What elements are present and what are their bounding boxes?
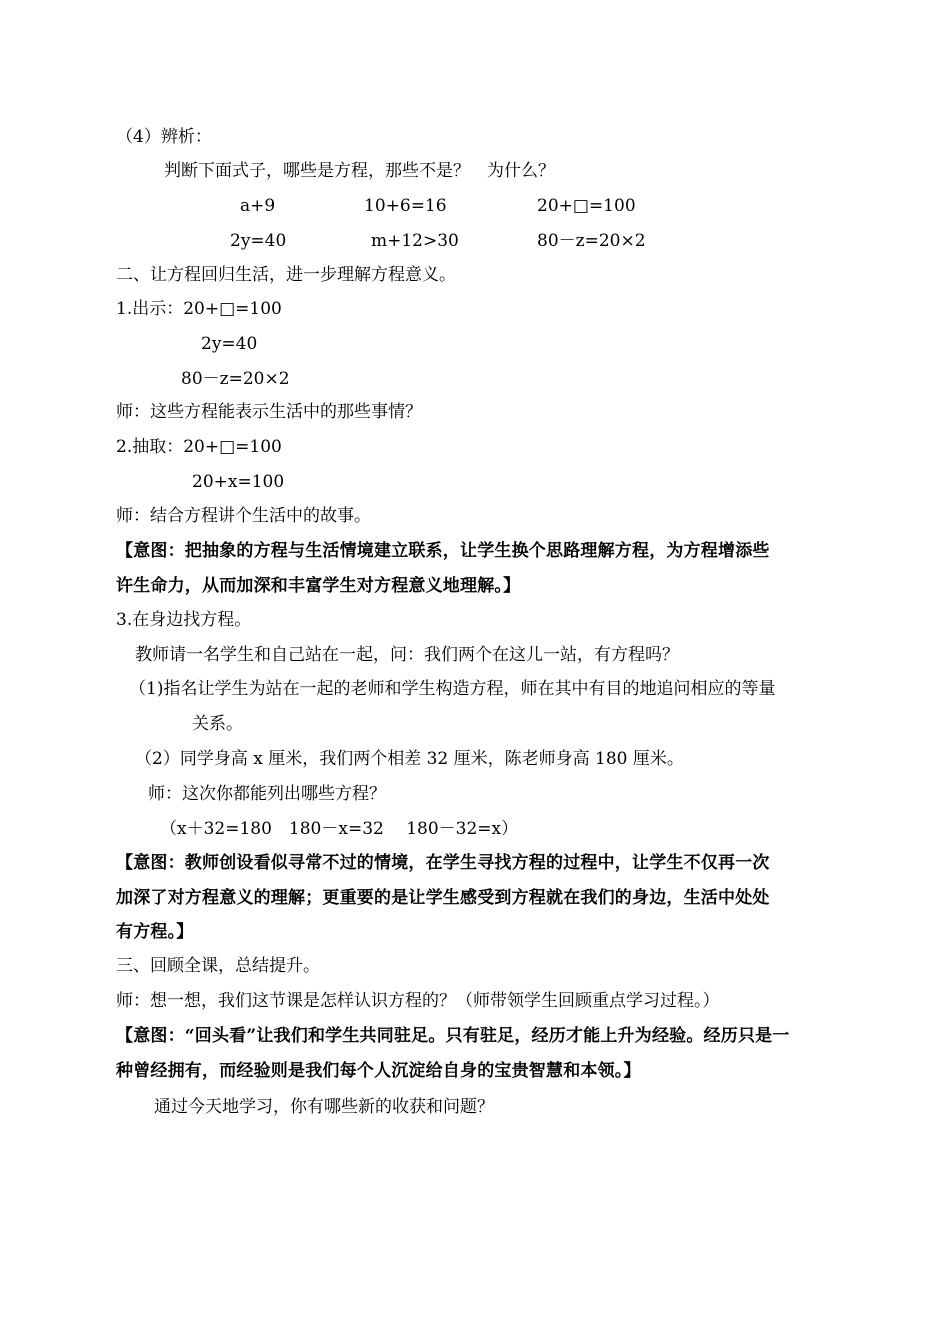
intent-note: 【意图：把抽象的方程与生活情境建立联系，让学生换个思路理解方程，为方程增添些 <box>116 541 770 561</box>
paragraph: 教师请一名学生和自己站在一起，问：我们两个在这儿一站，有方程吗？ <box>135 645 679 665</box>
paragraph: （2）同学身高 x 厘米，我们两个相差 32 厘米，陈老师身高 180 厘米。 <box>135 749 684 769</box>
equation: 20+□=100 <box>537 196 636 216</box>
paragraph: 2.抽取：20+□=100 <box>116 437 282 457</box>
intent-note: 【意图：教师创设看似寻常不过的情境，在学生寻找方程的过程中，让学生不仅再一次 <box>116 853 770 873</box>
paragraph: （1)指名让学生为站在一起的老师和学生构造方程，师在其中有目的地追问相应的等量 <box>129 679 776 699</box>
paragraph: 师：这些方程能表示生活中的那些事情？ <box>116 402 422 422</box>
equation: 80－z=20×2 <box>537 231 646 251</box>
intent-note: 有方程。】 <box>116 922 194 942</box>
paragraph: 师：结合方程讲个生活中的故事。 <box>116 506 371 526</box>
equation: 2y=40 <box>201 334 258 354</box>
equation: 20+x=100 <box>192 472 285 492</box>
intent-note: 【意图：“回头看”让我们和学生共同驻足。只有驻足，经历才能上升为经验。经历只是一 <box>116 1026 790 1046</box>
intent-note: 许生命力，从而加深和丰富学生对方程意义地理解。】 <box>116 576 521 596</box>
paragraph: 3.在身边找方程。 <box>116 610 252 630</box>
paragraph: 判断下面式子，哪些是方程，那些不是？ 为什么？ <box>164 161 555 181</box>
paragraph: 师：这次你都能列出哪些方程？ <box>148 784 386 804</box>
paragraph: 师：想一想，我们这节课是怎样认识方程的？（师带领学生回顾重点学习过程。） <box>116 991 720 1011</box>
paragraph: 关系。 <box>192 714 243 734</box>
equation: m+12>30 <box>371 231 459 251</box>
equation: a+9 <box>240 196 276 216</box>
equation: 10+6=16 <box>364 196 447 216</box>
equation: 2y=40 <box>230 231 287 251</box>
paragraph: 1.出示：20+□=100 <box>116 299 282 319</box>
intent-note: 种曾经拥有，而经验则是我们每个人沉淀给自身的宝贵智慧和本领。】 <box>116 1061 641 1081</box>
paragraph: 通过今天地学习，你有哪些新的收获和问题？ <box>154 1097 494 1117</box>
section-heading: 三、回顾全课，总结提升。 <box>116 956 320 976</box>
intent-note: 加深了对方程意义的理解；更重要的是让学生感受到方程就在我们的身边，生活中处处 <box>116 888 770 908</box>
equation: 80－z=20×2 <box>181 369 290 389</box>
equation: （x＋32=180 180－x=32 180－32=x） <box>160 819 519 839</box>
section-heading: （4）辨析： <box>116 127 212 147</box>
section-heading: 二、让方程回归生活，进一步理解方程意义。 <box>116 265 456 285</box>
